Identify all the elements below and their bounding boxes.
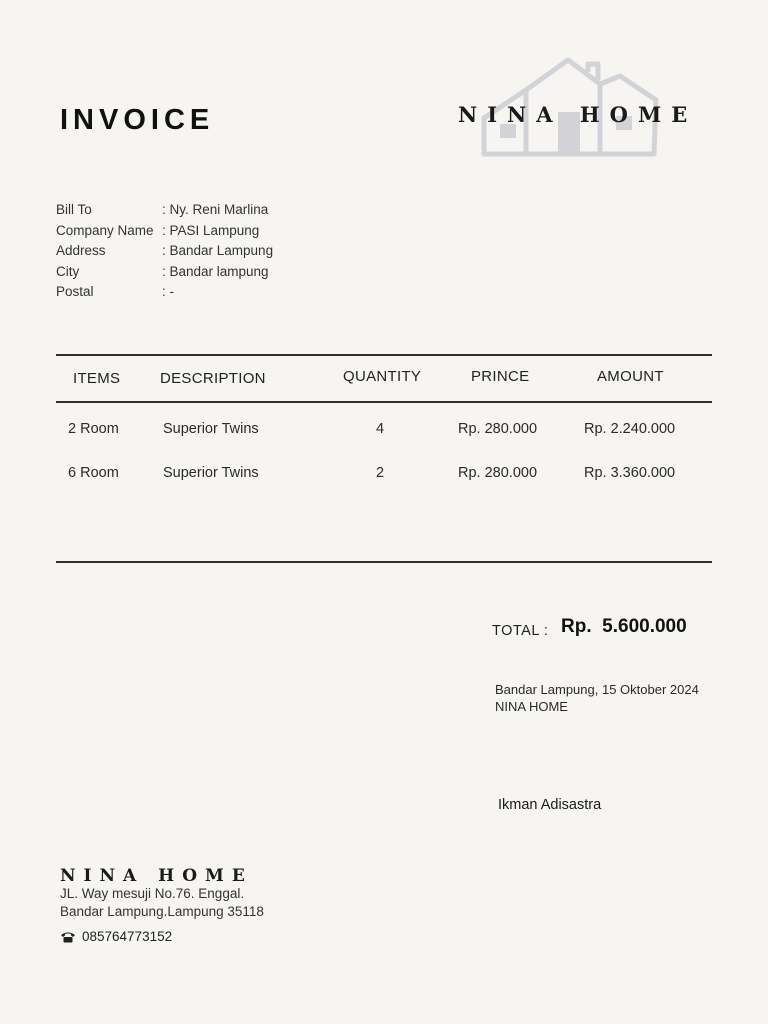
postal-row [56, 282, 273, 303]
bill-to-section [56, 200, 273, 303]
column-header-amount: AMOUNT [597, 368, 664, 385]
bill-to-row [56, 200, 273, 221]
city-label: City [56, 263, 80, 279]
signer-name: Ikman Adisastra [498, 797, 602, 813]
row2-amount: Rp. 3.360.000 [584, 465, 676, 481]
postal-label: Postal [56, 284, 94, 299]
table-header-divider [56, 401, 712, 403]
total-amount: Rp. 5.600.000 [561, 616, 687, 637]
invoice-title: INVOICE [60, 104, 215, 136]
address-row [56, 241, 273, 262]
footer-phone [60, 929, 172, 944]
row2-item: 6 Room [68, 465, 119, 481]
city-value: : Bandar lampung [162, 263, 269, 279]
column-header-description: DESCRIPTION [160, 370, 266, 387]
row1-item: 2 Room [68, 421, 119, 437]
row1-amount: Rp. 2.240.000 [584, 421, 676, 437]
total-label: TOTAL : [492, 623, 549, 639]
brand-name: NINA HOME [458, 102, 698, 127]
footer-address-line2: Bandar Lampung.Lampung 35118 [60, 904, 264, 919]
table-bottom-divider [56, 561, 712, 563]
column-header-price: PRINCE [471, 368, 530, 385]
footer-address-line1: JL. Way mesuji No.76. Enggal. [60, 886, 245, 901]
address-label: Address [56, 243, 106, 258]
footer-brand: NINA HOME [60, 866, 253, 886]
bill-to-label: Bill To [56, 202, 92, 217]
row2-description: Superior Twins [163, 465, 259, 481]
phone-icon [60, 931, 76, 943]
phone-number: 085764773152 [82, 929, 173, 944]
company-name-row [56, 221, 273, 242]
city-row [56, 262, 273, 283]
row1-quantity: 4 [376, 421, 385, 437]
row2-quantity: 2 [376, 465, 385, 481]
table-top-divider [56, 354, 712, 356]
column-header-items: ITEMS [73, 370, 121, 387]
postal-value: : - [162, 284, 174, 299]
column-header-quantity: QUANTITY [343, 368, 422, 385]
company-name-value: : PASI Lampung [162, 222, 260, 238]
row2-price: Rp. 280.000 [458, 465, 538, 481]
bill-to-value: : Ny. Reni Marlina [162, 202, 269, 217]
place-date: Bandar Lampung, 15 Oktober 2024 [495, 682, 699, 697]
row1-price: Rp. 280.000 [458, 421, 538, 437]
company-name-label: Company Name [56, 222, 154, 238]
signature-company: NINA HOME [495, 699, 568, 714]
row1-description: Superior Twins [163, 421, 259, 437]
address-value: : Bandar Lampung [162, 243, 274, 258]
